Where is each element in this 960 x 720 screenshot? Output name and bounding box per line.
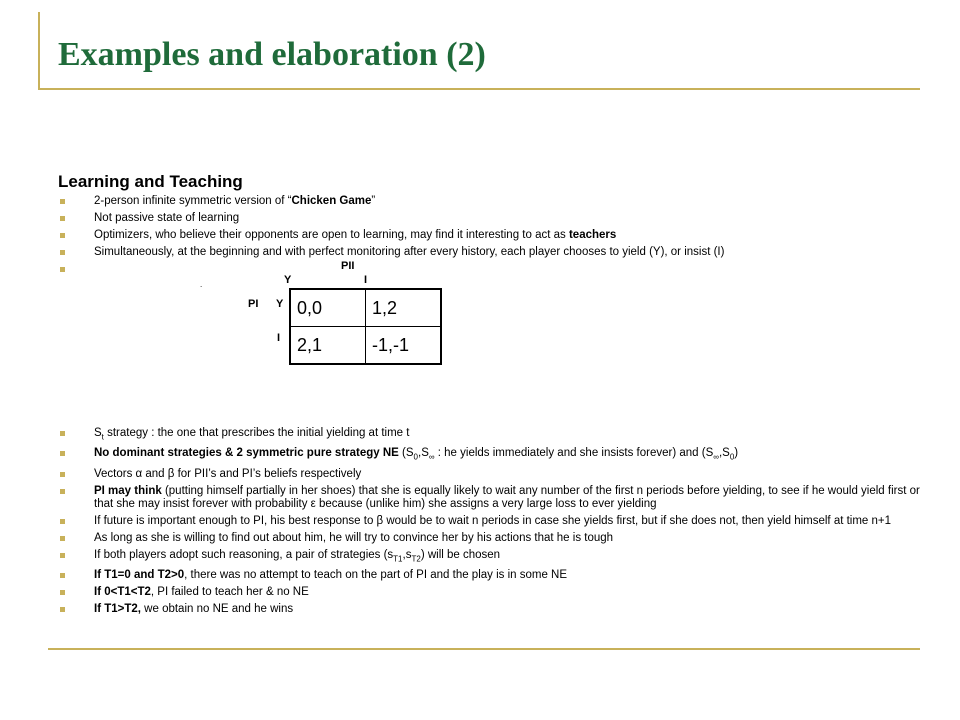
bullet-item: $S_t$ strategy : the one that prescribes the initial yielding at time t [60,427,920,443]
bullet-item: If both players adopt such reasoning, a pair of strategies $(s_{T1},s_{T2})$ will be chosen [60,549,920,565]
bullet-item: As long as she is willing to find out about him, he will try to convince her by his actions that he is tough [60,532,920,545]
matrix-row-label-y: Y [276,298,284,310]
bullet-item: Optimizers, who believe their opponents are open to learning, may find it interesting to act as teachers [60,229,920,242]
payoff-cell-yi: 1,2 [366,289,442,327]
bullet-item: 2-person infinite symmetric version of “Chicken Game” [60,195,920,208]
payoff-cell-yy: 0,0 [290,289,366,327]
section-heading: Learning and Teaching [58,172,243,191]
matrix-row-player-label: PI [248,298,259,310]
bullet-item: PI may think (putting himself partially in her shoes) that she is equally likely to wait any number of the first n periods before yielding, to see if he would yield first or that she may insist forever with probability ε because (unlike him) she assigns a very large loss to ever yielding [60,485,920,511]
bullet-item: No dominant strategies & 2 symmetric pure strategy NE ($S_0,S_\infty$ : he yields immediately and she insists forever) and $(S_\infty,S_0)$ [60,447,920,463]
payoff-cell-iy: 2,1 [290,327,366,365]
bullet-item: Vectors α and β for PII’s and PI’s beliefs respectively [60,468,920,481]
stray-dot: . [200,280,203,289]
matrix-column-player-label: PII [341,260,355,272]
title-accent-horizontal-line [38,88,920,90]
matrix-column-label-i: I [364,274,368,286]
matrix-column-label-y: Y [284,274,292,286]
payoff-cell-ii: -1,-1 [366,327,442,365]
bullet-item: If T1=0 and T2>0, there was no attempt to teach on the part of PI and the play is in some NE [60,569,920,582]
bullet-list-bottom [60,427,920,620]
payoff-matrix [289,288,442,365]
bullet-item: If 0<T1<T2, PI failed to teach her & no NE [60,586,920,599]
footer-accent-line [48,648,920,650]
bullet-list-top [60,195,920,280]
bullet-item-empty [60,263,920,276]
bullet-item: Simultaneously, at the beginning and with perfect monitoring after every history, each player chooses to yield (Y), or insist (I) [60,246,920,259]
bullet-item: Not passive state of learning [60,212,920,225]
title-accent-vertical-line [38,12,40,88]
bullet-item: If T1>T2, we obtain no NE and he wins [60,603,920,616]
bullet-item: If future is important enough to PI, his best response to β would be to wait n periods in case she yields first, but if she does not, then yield himself at time n+1 [60,515,920,528]
matrix-row-label-i: I [277,332,281,344]
slide-title: Examples and elaboration (2) [58,36,486,73]
